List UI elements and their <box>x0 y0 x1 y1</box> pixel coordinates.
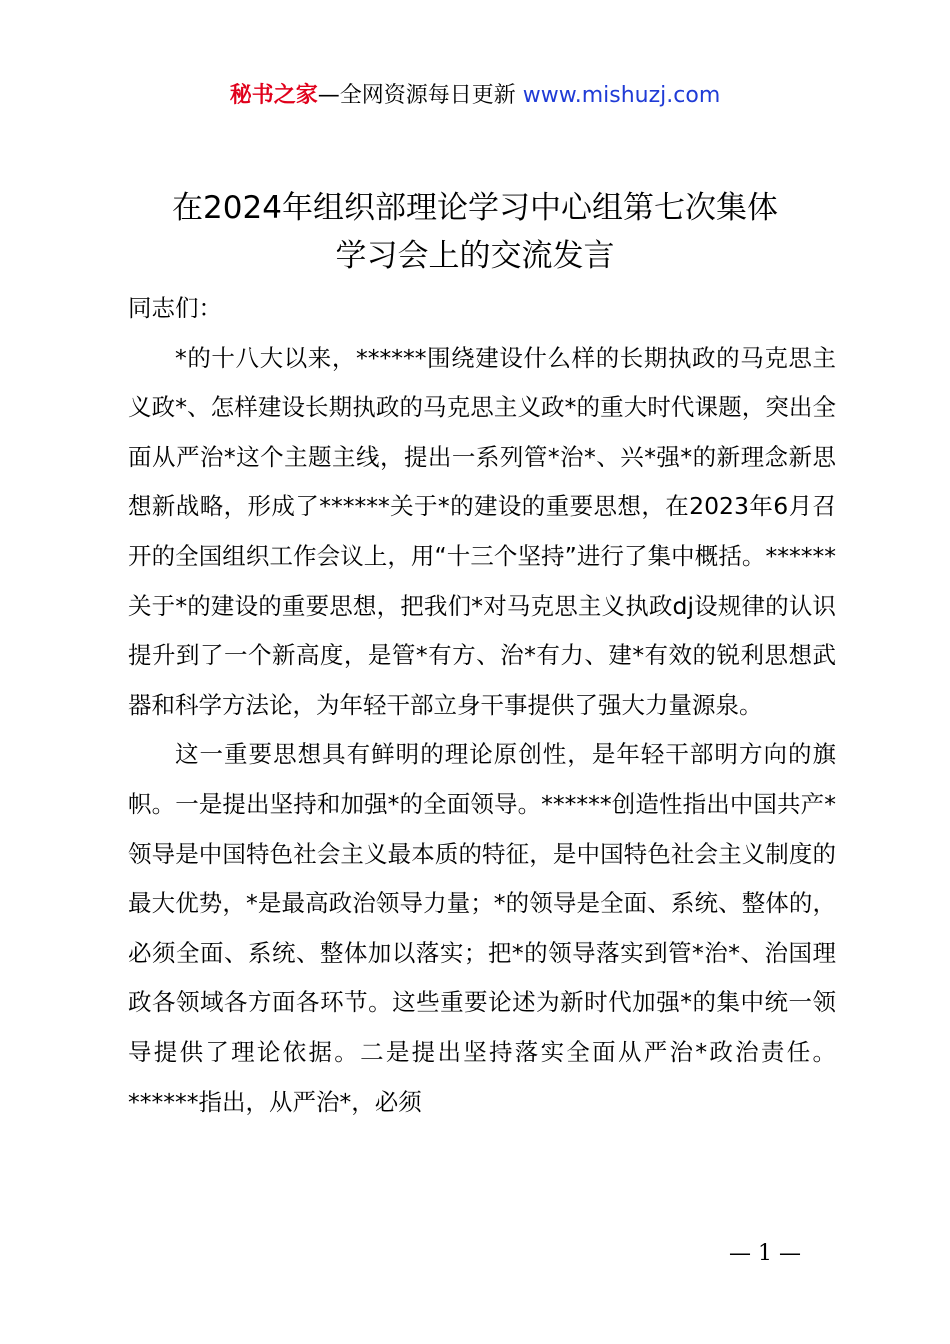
title-line-1: 在2024年组织部理论学习中心组第七次集体 <box>172 190 778 226</box>
brand-name: 秘书之家 <box>229 83 318 108</box>
document-body <box>128 284 836 1127</box>
site-url: www.mishuzj.com <box>522 83 721 108</box>
site-header <box>0 80 950 112</box>
site-slogan: —全网资源每日更新 <box>317 83 523 108</box>
paragraph-2: 这一重要思想具有鲜明的理论原创性，是年轻干部明方向的旗帜。一是提出坚持和加强*的全面领导。******创造性指出中国共产*领导是中国特色社会主义最本质的特征，是中国特色社会主义制度的最大优势，*是最高政治领导力量；*的领导是全面、系统、整体的，必须全面、系统、整体加以落实；把*的领导落实到管*治*、治国理政各领域各方面各环节。这些重要论述为新时代加强*的集中统一领导提供了理论依据。二是提出坚持落实全面从严治*政治责任。******指出，从严治*，必须 <box>128 740 836 1116</box>
title-line-2: 学习会上的交流发言 <box>335 238 615 274</box>
salutation: 同志们： <box>128 294 222 322</box>
paragraph-1: *的十八大以来，******围绕建设什么样的长期执政的马克思主义政*、怎样建设长期执政的马克思主义政*的重大时代课题，突出全面从严治*这个主题主线，提出一系列管*治*、兴*强*的新理念新思想新战略，形成了******关于*的建设的重要思想，在2023年6月召开的全国组织工作会议上，用“十三个坚持”进行了集中概括。******关于*的建设的重要思想，把我们*对马克思主义执政dj设规律的认识提升到了一个新高度，是管*有方、治*有力、建*有效的锐利思想武器和科学方法论，为年轻干部立身干事提供了强大力量源泉。 <box>128 343 836 719</box>
page-number: — 1 — <box>729 1241 801 1266</box>
document-title <box>95 184 855 280</box>
